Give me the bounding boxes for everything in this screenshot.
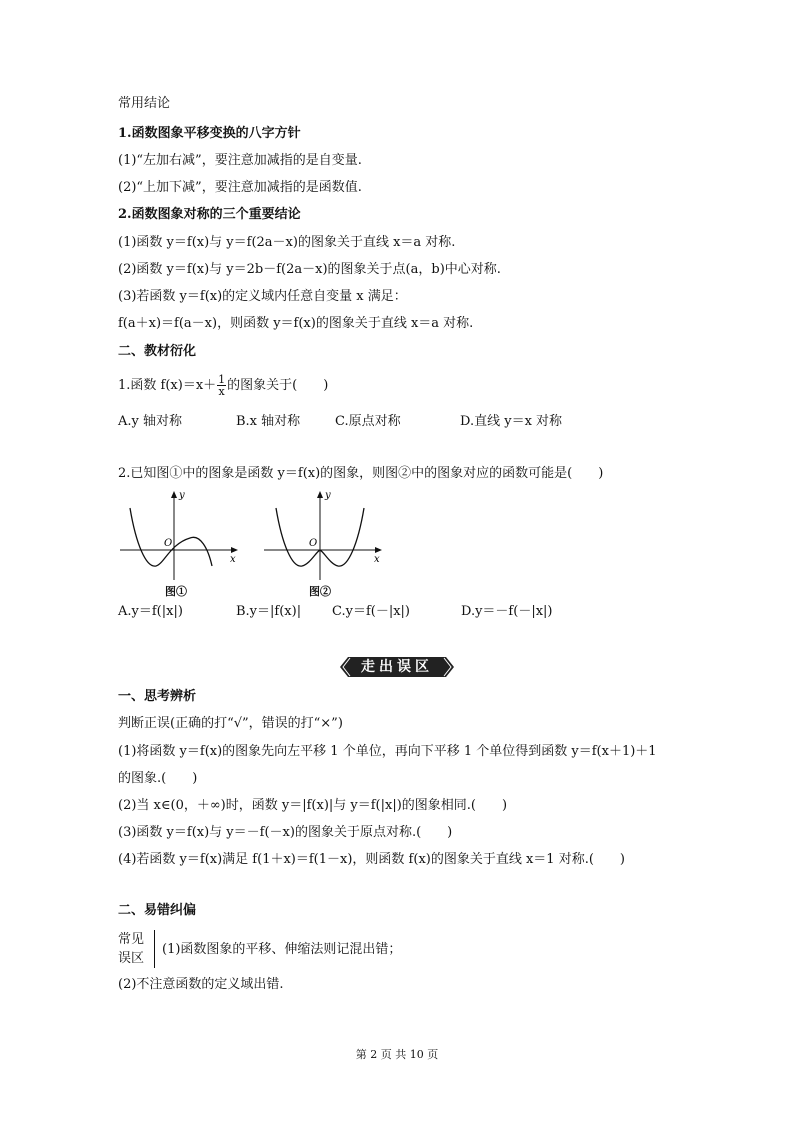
textbook-heading: 二、教材衍化 (118, 344, 197, 359)
figure-1-graph (118, 486, 248, 582)
q1-option-b: B.x 轴对称 (236, 414, 301, 429)
conclusion-1a: (1)“左加右减”，要注意加减指的是自变量. (118, 153, 362, 168)
figure-2-graph (262, 486, 392, 582)
figure-2-caption: 图② (309, 585, 331, 598)
page-footer: 第 2 页 共 10 页 (355, 1048, 439, 1061)
q1-suffix: 的图象关于( ) (227, 378, 329, 393)
q2-option-d: D.y＝－f(－|x|) (461, 604, 553, 619)
fig1-origin-label: O (164, 538, 173, 549)
q1-option-d: D.直线 y＝x 对称 (460, 414, 563, 429)
q1-frac-num: 1 (218, 373, 226, 386)
section-banner (338, 655, 456, 679)
statement-3: (3)函数 y＝f(x)与 y＝－f(－x)的图象关于原点对称.( ) (118, 825, 453, 840)
error-1: (1)函数图象的平移、伸缩法则记混出错； (162, 942, 402, 957)
question-1 (118, 374, 328, 397)
q1-option-c: C.原点对称 (335, 414, 401, 429)
q1-option-a: A.y 轴对称 (118, 414, 182, 429)
q2-option-a: A.y＝f(|x|) (118, 604, 183, 619)
statement-1-line1: (1)将函数 y＝f(x)的图象先向左平移 1 个单位，再向下平移 1 个单位得到函数 y＝f(x＋1)＋1 (118, 744, 657, 759)
common-errors-tag (118, 930, 155, 968)
figure-1-caption: 图① (165, 585, 187, 598)
conclusions-heading: 常用结论 (118, 96, 171, 111)
statement-1-line2: 的图象.( ) (118, 771, 198, 786)
conclusion-2c: (3)若函数 y＝f(x)的定义域内任意自变量 x 满足： (118, 289, 407, 304)
tag-line-1: 常见 (118, 932, 145, 947)
conclusion-2b: (2)函数 y＝f(x)与 y＝2b－f(2a－x)的图象关于点(a，b)中心对称. (118, 262, 501, 277)
q1-frac-den: x (218, 385, 225, 398)
statement-2: (2)当 x∈(0，＋∞)时，函数 y＝|f(x)|与 y＝f(|x|)的图象相同.( ) (118, 798, 508, 813)
conclusion-2a: (1)函数 y＝f(x)与 y＝f(2a－x)的图象关于直线 x＝a 对称. (118, 235, 456, 250)
errors-heading: 二、易错纠偏 (118, 903, 197, 918)
thinking-heading: 一、思考辨析 (118, 689, 197, 704)
q1-prefix: 1.函数 f(x)＝x＋ (118, 378, 217, 393)
q2-option-c: C.y＝f(－|x|) (332, 604, 411, 619)
fig2-x-label: x (374, 554, 380, 565)
thinking-instruction: 判断正误(正确的打“√”，错误的打“×”) (118, 716, 343, 731)
fig1-y-label: y (179, 490, 185, 501)
tag-line-2: 误区 (118, 951, 145, 966)
question-2: 2.已知图①中的图象是函数 y＝f(x)的图象，则图②中的图象对应的函数可能是( ) (118, 466, 604, 481)
q1-fraction (217, 374, 226, 397)
conclusion-2d: f(a＋x)＝f(a－x)，则函数 y＝f(x)的图象关于直线 x＝a 对称. (118, 316, 474, 331)
fig2-y-label: y (325, 490, 331, 501)
error-2: (2)不注意函数的定义域出错. (118, 977, 284, 992)
fig2-origin-label: O (309, 538, 318, 549)
q2-option-b: B.y＝|f(x)| (236, 604, 302, 619)
banner-label: 走出误区 (361, 659, 433, 675)
conclusion-1-title: 1.函数图象平移变换的八字方针 (118, 126, 301, 141)
conclusion-1b: (2)“上加下减”，要注意加减指的是函数值. (118, 180, 362, 195)
fig1-x-label: x (230, 554, 236, 565)
conclusion-2-title: 2.函数图象对称的三个重要结论 (118, 207, 301, 222)
statement-4: (4)若函数 y＝f(x)满足 f(1＋x)＝f(1－x)，则函数 f(x)的图象关于直线 x＝1 对称.( ) (118, 852, 625, 867)
